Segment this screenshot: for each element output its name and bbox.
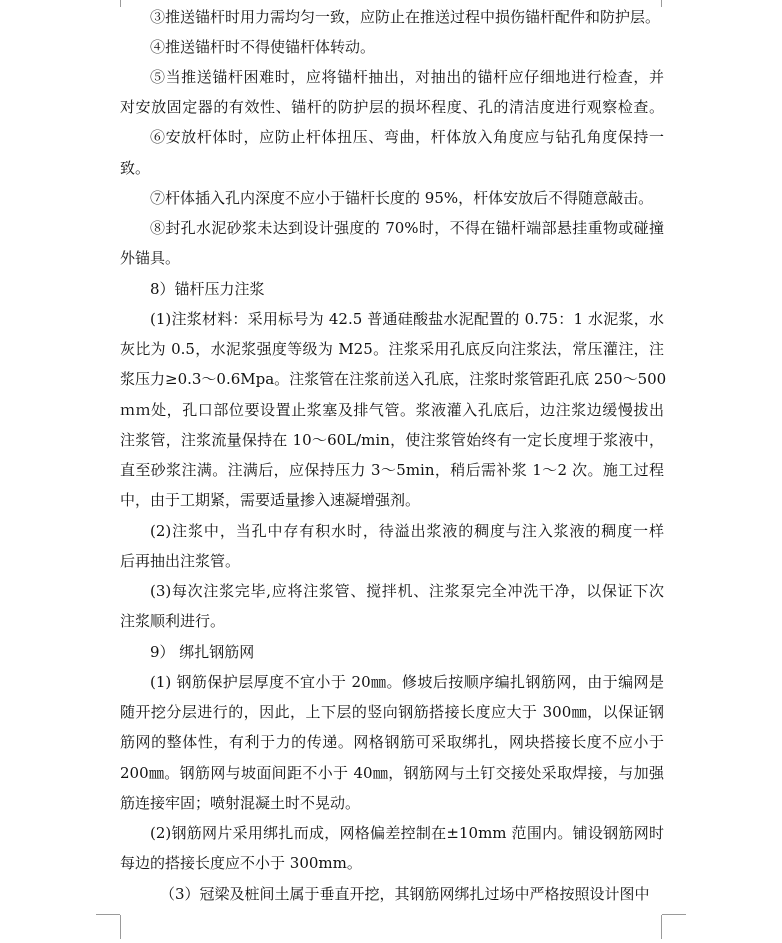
crop-mark-bottom-right-horizontal — [662, 914, 686, 915]
section-heading: 9） 绑扎钢筋网 — [150, 643, 255, 661]
text-line: 致。 — [120, 159, 151, 177]
section-heading: 8）锚杆压力注浆 — [150, 280, 265, 298]
crop-mark-bottom-right — [661, 915, 670, 939]
text-line: ③推送锚杆时用力需均匀一致，应防止在推送过程中损伤锚杆配件和防护层。 — [150, 8, 661, 26]
text-line: 注浆顺利进行。 — [120, 612, 226, 630]
text-line: 浆压力≥0.3～0.6Mpa。注浆管在注浆前送入孔底，注浆时浆管距孔底 250～500 — [120, 370, 667, 388]
text-line: 对安放固定器的有效性、锚杆的防护层的损坏程度、孔的清洁度进行观察检查。 — [120, 98, 664, 116]
crop-mark-top-right — [661, 0, 670, 7]
text-line: (1) 钢筋保护层厚度不宜小于 20㎜。修坡后按顺序编扎钢筋网，由于编网是 — [150, 673, 664, 691]
text-line: (1)注浆材料：采用标号为 42.5 普通硅酸盐水泥配置的 0.75：1 水泥浆，水 — [150, 310, 664, 328]
text-line: 筋连接牢固；喷射混凝土时不晃动。 — [120, 794, 361, 812]
text-line: 后再抽出注浆管。 — [120, 552, 241, 570]
text-line: 中，由于工期紧，需要适量掺入速凝增强剂。 — [120, 491, 421, 509]
text-line: ｍｍ处，孔口部位要设置止浆塞及排气管。浆液灌入孔底后，边注浆边缓慢拔出 — [120, 401, 664, 419]
crop-mark-bottom-left — [112, 915, 121, 939]
text-line: 200㎜。钢筋网与坡面间距不小于 40㎜，钢筋网与土钉交接处采取焊接，与加强 — [120, 764, 664, 782]
text-line: 随开挖分层进行的，因此，上下层的竖向钢筋搭接长度应大于 300㎜，以保证钢 — [120, 703, 664, 721]
text-line: 直至砂浆注满。注满后，应保持压力 3～5min，稍后需补浆 1～2 次。施工过程 — [120, 461, 664, 479]
text-line: 每边的搭接长度应不小于 300mm。 — [120, 854, 362, 872]
text-line: 外锚具。 — [120, 249, 181, 267]
text-line: (2)钢筋网片采用绑扎而成，网格偏差控制在±10mm 范围内。铺设钢筋网时 — [150, 824, 664, 842]
text-line: ⑤当推送锚杆困难时，应将锚杆抽出，对抽出的锚杆应仔细地进行检查，并 — [150, 68, 664, 86]
text-line: 筋网的整体性，有利于力的传递。网格钢筋可采取绑扎，网块搭接长度不应小于 — [120, 733, 664, 751]
crop-mark-bottom-left-horizontal — [96, 914, 120, 915]
text-line: (3)每次注浆完毕,应将注浆管、搅拌机、注浆泵完全冲洗干净，以保证下次 — [150, 582, 664, 600]
text-line: （3）冠梁及桩间土属于垂直开挖，其钢筋网绑扎过场中严格按照设计图中 — [160, 885, 650, 903]
text-line: ⑥安放杆体时，应防止杆体扭压、弯曲，杆体放入角度应与钻孔角度保持一 — [150, 128, 664, 146]
text-line: ⑧封孔水泥砂浆未达到设计强度的 70%时，不得在锚杆端部悬挂重物或碰撞 — [150, 219, 664, 237]
text-line: 灰比为 0.5，水泥浆强度等级为 M25。注浆采用孔底反向注浆法，常压灌注，注 — [120, 340, 664, 358]
text-line: 注浆管，注浆流量保持在 10～60L/min，使注浆管始终有一定长度埋于浆液中， — [120, 431, 664, 449]
text-line: ④推送锚杆时不得使锚杆体转动。 — [150, 38, 376, 56]
text-line: ⑦杆体插入孔内深度不应小于锚杆长度的 95%，杆体安放后不得随意敲击。 — [150, 189, 654, 207]
text-line: (2)注浆中，当孔中存有积水时，待溢出浆液的稠度与注入浆液的稠度一样 — [150, 522, 664, 540]
crop-mark-top-left — [112, 0, 121, 7]
